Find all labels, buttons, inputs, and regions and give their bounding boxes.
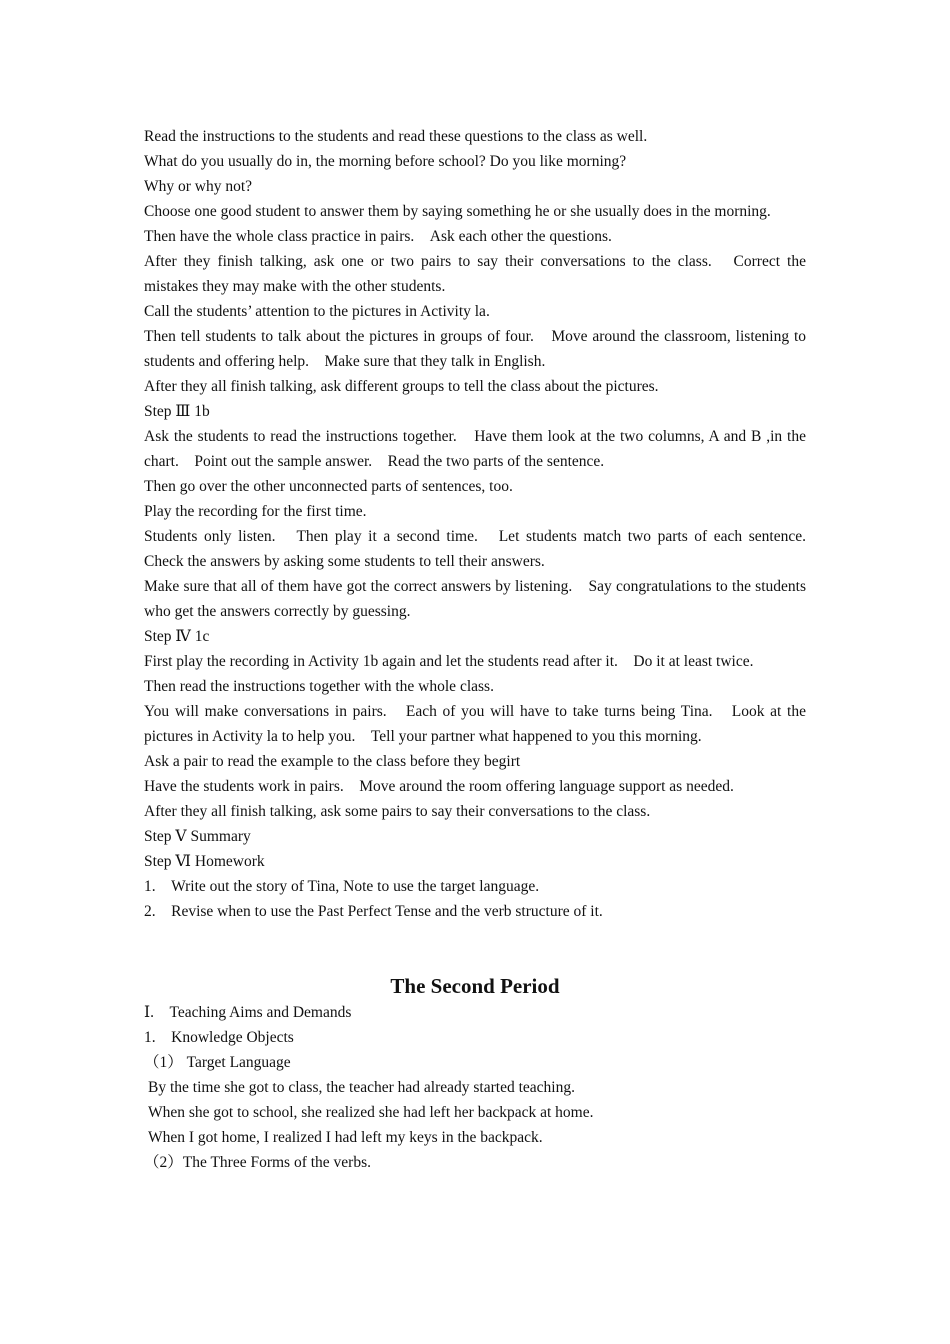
step-heading: Step Ⅲ 1b <box>144 403 210 420</box>
subheading: （2）The Three Forms of the verbs. <box>144 1154 371 1171</box>
homework-item: 1. Write out the story of Tina, Note to use the target language. <box>144 878 540 895</box>
section-heading: Ⅰ. Teaching Aims and Demands <box>144 1004 352 1021</box>
paragraph: Play the recording for the first time. <box>144 503 367 520</box>
example-sentence: When I got home, I realized I had left my keys in the backpack. <box>148 1129 543 1146</box>
paragraph: Then read the instructions together with the whole class. <box>144 678 494 695</box>
step-heading: Step Ⅵ Homework <box>144 853 265 870</box>
paragraph: Then go over the other unconnected parts of sentences, too. <box>144 478 513 495</box>
example-sentence: When she got to school, she realized she had left her backpack at home. <box>148 1104 594 1121</box>
paragraph: Call the students’ attention to the pictures in Activity la. <box>144 303 490 320</box>
paragraph: Choose one good student to answer them by saying something he or she usually does in the morning. <box>144 203 771 220</box>
paragraph: You will make conversations in pairs. Each of you will have to take turns being Tina. Look at the pictures in Activity la to help you. Tell your partner what happened to you this morning. <box>144 703 806 745</box>
example-sentence: By the time she got to class, the teacher had already started teaching. <box>148 1079 575 1096</box>
paragraph: What do you usually do in, the morning before school? Do you like morning? <box>144 153 627 170</box>
paragraph: First play the recording in Activity 1b again and let the students read after it. Do it at least twice. <box>144 653 754 670</box>
document-page <box>144 124 822 1175</box>
paragraph: Make sure that all of them have got the correct answers by listening. Say congratulations to the students who get the answers correctly by guessing. <box>144 578 806 620</box>
step-heading: Step Ⅳ 1c <box>144 628 210 645</box>
paragraph: Then have the whole class practice in pairs. Ask each other the questions. <box>144 228 612 245</box>
subheading: 1. Knowledge Objects <box>144 1029 294 1046</box>
paragraph: Have the students work in pairs. Move around the room offering language support as needed. <box>144 778 734 795</box>
paragraph: After they finish talking, ask one or two pairs to say their conversations to the class. Correct the mistakes they may make with the other students. <box>144 253 806 295</box>
second-period-content <box>144 1000 806 1175</box>
subheading: （1） Target Language <box>144 1054 291 1071</box>
paragraph: After they all finish talking, ask different groups to tell the class about the pictures. <box>144 378 659 395</box>
step-heading: Step Ⅴ Summary <box>144 828 251 845</box>
paragraph: Why or why not? <box>144 178 253 195</box>
homework-item: 2. Revise when to use the Past Perfect Tense and the verb structure of it. <box>144 903 603 920</box>
paragraph: Then tell students to talk about the pictures in groups of four. Move around the classroom, listening to students and offering help. Make sure that they talk in English. <box>144 328 806 370</box>
paragraph: Ask a pair to read the example to the class before they begirt <box>144 753 521 770</box>
section-title: The Second Period <box>390 974 560 998</box>
paragraph: Ask the students to read the instructions together. Have them look at the two columns, A and B ,in the chart. Point out the sample answer. Read the two parts of the sentence. <box>144 428 806 470</box>
lesson-steps <box>144 124 822 924</box>
paragraph: Read the instructions to the students and read these questions to the class as well. <box>144 128 648 145</box>
paragraph: After they all finish talking, ask some pairs to say their conversations to the class. <box>144 803 651 820</box>
paragraph: Students only listen. Then play it a second time. Let students match two parts of each sentence. Check the answers by asking some students to tell their answers. <box>144 528 822 570</box>
section-gap <box>144 924 806 972</box>
